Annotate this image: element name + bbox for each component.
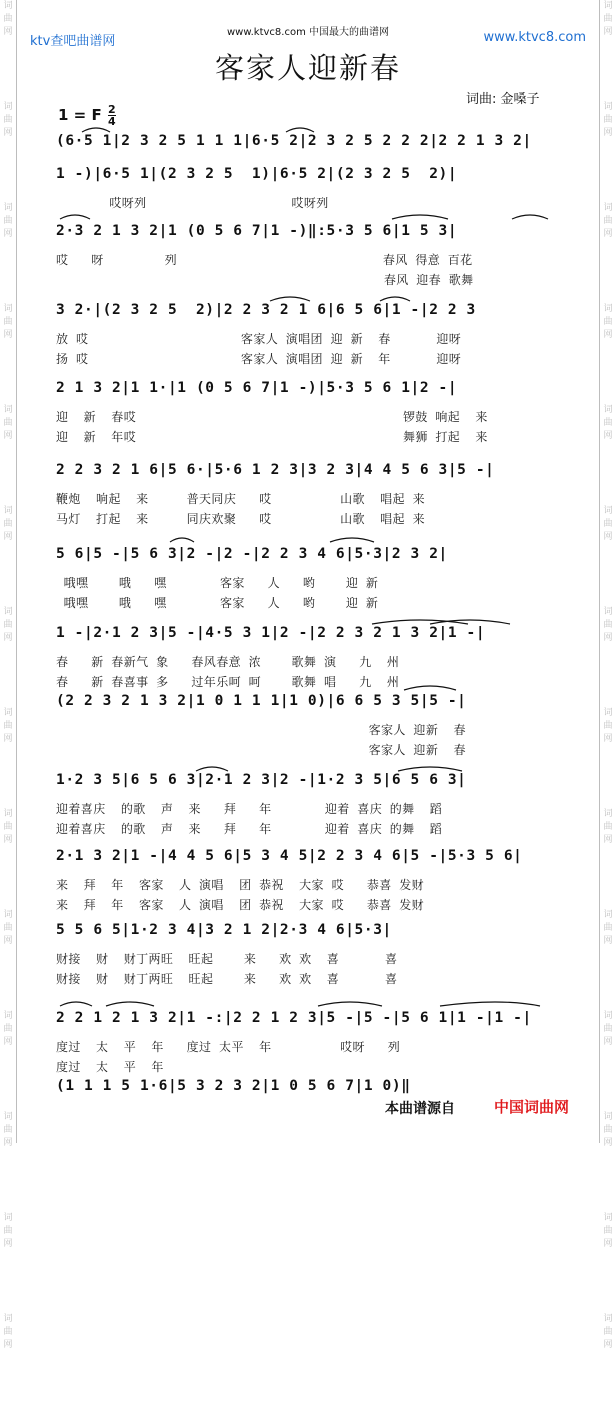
watermark-char: 词	[3, 304, 13, 314]
watermark-char: 曲	[603, 115, 613, 125]
lyric-line: 客家人 迎新 春	[56, 723, 466, 737]
watermark-char: 曲	[3, 721, 13, 731]
watermark-char: 词	[3, 102, 13, 112]
watermark-char: 词	[603, 1112, 613, 1122]
watermark-char: 词	[3, 708, 13, 718]
lyric-line: 鞭炮 响起 来 普天同庆 哎 山歌 唱起 来	[56, 492, 425, 506]
notation-row: 1 -|2·1 2 3|5 -|4·5 3 1|2 -|2 2 3 2 1 3 2|1 -|	[56, 625, 486, 641]
watermark-char: 网	[603, 1138, 613, 1148]
watermark-char: 网	[603, 532, 613, 542]
lyric-line: 哦嘿 哦 嘿 客家 人 哟 迎 新	[56, 596, 379, 610]
time-top: 2	[107, 103, 116, 116]
watermark-char: 网	[603, 1037, 613, 1047]
watermark-char: 词	[3, 910, 13, 920]
notation-row: 1 -)|6·5 1|(2 3 2 5 1)|6·5 2|(2 3 2 5 2)|	[56, 166, 458, 182]
watermark-char: 曲	[3, 1125, 13, 1135]
time-bottom: 4	[107, 115, 116, 128]
watermark-char: 词	[3, 1213, 13, 1223]
watermark-char: 网	[3, 330, 13, 340]
notation-row: (2 2 3 2 1 3 2|1 0 1 1 1|1 0)|6 6 5 3 5|5 -|	[56, 693, 467, 709]
watermark-char: 网	[3, 1340, 13, 1350]
watermark-char: 网	[603, 633, 613, 643]
watermark-char: 曲	[3, 923, 13, 933]
lyric-line: 春风 迎春 歌舞	[56, 273, 474, 287]
watermark-char: 网	[3, 1239, 13, 1249]
notation-row: 3 2·|(2 3 2 5 2)|2 2 3 2 1 6|6 5 6|1 -|2 2 3	[56, 302, 476, 318]
watermark-char: 曲	[3, 317, 13, 327]
footer-source-site: 中国词曲网	[494, 1098, 570, 1116]
left-watermark-strip	[0, 0, 17, 1350]
watermark-char: 词	[3, 203, 13, 213]
lyric-line: 迎着喜庆 的歌 声 来 拜 年 迎着 喜庆 的舞 蹈	[56, 822, 443, 836]
lyric-line: 哎呀列 哎呀列	[56, 196, 329, 210]
watermark-char: 网	[3, 734, 13, 744]
watermark-char: 曲	[3, 620, 13, 630]
watermark-char: 网	[603, 330, 613, 340]
watermark-char: 曲	[3, 14, 13, 24]
right-watermark-strip	[599, 0, 616, 1350]
notation-row: 5 6|5 -|5 6 3|2 -|2 -|2 2 3 4 6|5·3|2 3 2|	[56, 546, 448, 562]
lyric-line: 哎 呀 列 春风 得意 百花	[56, 253, 473, 267]
watermark-char: 词	[3, 405, 13, 415]
watermark-char: 词	[603, 102, 613, 112]
lyric-line: 度过 太 平 年 度过 太平 年 哎呀 列	[56, 1040, 401, 1054]
key-label: 1 = F	[58, 106, 102, 124]
watermark-char: 词	[603, 203, 613, 213]
lyric-line: 来 拜 年 客家 人 演唱 团 恭祝 大家 哎 恭喜 发财	[56, 878, 425, 892]
watermark-char: 词	[603, 1011, 613, 1021]
watermark-char: 网	[3, 128, 13, 138]
watermark-char: 词	[3, 1, 13, 11]
lyric-line: 来 拜 年 客家 人 演唱 团 恭祝 大家 哎 恭喜 发财	[56, 898, 425, 912]
lyric-line: 哦嘿 哦 嘿 客家 人 哟 迎 新	[56, 576, 379, 590]
watermark-char: 网	[603, 1340, 613, 1350]
watermark-char: 词	[3, 1011, 13, 1021]
watermark-char: 词	[3, 506, 13, 516]
lyric-line: 迎 新 春哎 锣鼓 响起 来	[56, 410, 488, 424]
watermark-char: 网	[3, 229, 13, 239]
watermark-char: 词	[603, 1, 613, 11]
watermark-char: 曲	[603, 317, 613, 327]
notation-row: 2·3 2 1 3 2|1 (0 5 6 7|1 -)‖:5·3 5 6|1 5 3|	[56, 223, 458, 239]
time-signature	[108, 104, 116, 127]
lyric-line: 放 哎 客家人 演唱团 迎 新 春 迎呀	[56, 332, 462, 346]
notation-row: 2·1 3 2|1 -|4 4 5 6|5 3 4 5|2 2 3 4 6|5 -|5·3 5 6|	[56, 848, 523, 864]
watermark-char: 网	[603, 128, 613, 138]
notation-row: (6·5 1|2 3 2 5 1 1 1|6·5 2|2 3 2 5 2 2 2|2 2 1 3 2|	[56, 133, 532, 149]
watermark-char: 曲	[603, 519, 613, 529]
watermark-char: 曲	[603, 822, 613, 832]
watermark-char: 曲	[603, 923, 613, 933]
footer-source-label: 本曲谱源自	[385, 1101, 455, 1117]
lyric-line: 春 新 春喜事 多 过年乐呵 呵 歌舞 唱 九 州	[56, 675, 400, 689]
watermark-char: 曲	[3, 216, 13, 226]
watermark-char: 曲	[3, 822, 13, 832]
watermark-char: 曲	[3, 519, 13, 529]
watermark-char: 网	[603, 835, 613, 845]
watermark-char: 网	[3, 431, 13, 441]
watermark-char: 网	[603, 734, 613, 744]
watermark-char: 词	[3, 1314, 13, 1324]
watermark-char: 词	[603, 405, 613, 415]
notation-row: 2 2 3 2 1 6|5 6·|5·6 1 2 3|3 2 3|4 4 5 6 3|5 -|	[56, 462, 495, 478]
watermark-char: 词	[3, 809, 13, 819]
site-name-left: ktv查吧曲谱网	[30, 34, 116, 49]
watermark-char: 网	[3, 27, 13, 37]
watermark-char: 网	[3, 532, 13, 542]
lyric-line: 迎 新 年哎 舞狮 打起 来	[56, 430, 488, 444]
watermark-char: 曲	[603, 620, 613, 630]
watermark-char: 网	[603, 27, 613, 37]
watermark-char: 曲	[3, 1226, 13, 1236]
lyric-line: 财接 财 财丁两旺 旺起 来 欢 欢 喜 喜	[56, 952, 398, 966]
watermark-char: 网	[603, 936, 613, 946]
notation-row: 2 1 3 2|1 1·|1 (0 5 6 7|1 -)|5·3 5 6 1|2 -|	[56, 380, 458, 396]
song-title: 客家人迎新春	[214, 51, 401, 85]
watermark-char: 词	[603, 910, 613, 920]
watermark-char: 曲	[603, 1327, 613, 1337]
watermark-char: 曲	[3, 115, 13, 125]
watermark-char: 词	[603, 708, 613, 718]
notation-row: (1 1 1 5 1·6|5 3 2 3 2|1 0 5 6 7|1 0)‖	[56, 1078, 411, 1094]
watermark-char: 网	[3, 936, 13, 946]
lyric-line: 财接 财 财丁两旺 旺起 来 欢 欢 喜 喜	[56, 972, 398, 986]
watermark-char: 曲	[603, 1226, 613, 1236]
watermark-char: 网	[3, 835, 13, 845]
watermark-char: 曲	[603, 418, 613, 428]
watermark-char: 曲	[603, 721, 613, 731]
lyric-line: 迎着喜庆 的歌 声 来 拜 年 迎着 喜庆 的舞 蹈	[56, 802, 443, 816]
watermark-char: 网	[3, 1037, 13, 1047]
watermark-char: 网	[603, 431, 613, 441]
watermark-char: 曲	[603, 1024, 613, 1034]
lyric-line: 春 新 春新气 象 春风春意 浓 歌舞 演 九 州	[56, 655, 400, 669]
watermark-char: 词	[603, 506, 613, 516]
notation-row: 5 5 6 5|1·2 3 4|3 2 1 2|2·3 4 6|5·3|	[56, 922, 392, 938]
watermark-char: 词	[603, 1213, 613, 1223]
watermark-char: 曲	[603, 14, 613, 24]
watermark-char: 词	[603, 809, 613, 819]
watermark-char: 曲	[3, 1024, 13, 1034]
watermark-char: 曲	[3, 418, 13, 428]
watermark-char: 曲	[3, 1327, 13, 1337]
watermark-char: 曲	[603, 216, 613, 226]
notation-row: 1·2 3 5|6 5 6 3|2·1 2 3|2 -|1·2 3 5|6 5 6 3|	[56, 772, 467, 788]
lyric-line: 扬 哎 客家人 演唱团 迎 新 年 迎呀	[56, 352, 462, 366]
watermark-char: 词	[603, 304, 613, 314]
lyric-line: 马灯 打起 来 同庆欢聚 哎 山歌 唱起 来	[56, 512, 425, 526]
watermark-char: 词	[603, 1314, 613, 1324]
watermark-char: 网	[603, 229, 613, 239]
song-credit: 词曲: 金嗓子	[466, 92, 540, 107]
watermark-char: 网	[603, 1239, 613, 1249]
key-signature	[58, 104, 116, 127]
site-url-top: www.ktvc8.com 中国最大的曲谱网	[226, 27, 389, 38]
watermark-char: 网	[3, 1138, 13, 1148]
watermark-char: 曲	[603, 1125, 613, 1135]
site-url-right: www.ktvc8.com	[483, 30, 586, 45]
watermark-char: 词	[3, 607, 13, 617]
watermark-char: 词	[3, 1112, 13, 1122]
lyric-line: 度过 太 平 年	[56, 1060, 164, 1074]
notation-row: 2 2 1 2 1 3 2|1 -:|2 2 1 2 3|5 -|5 -|5 6 1|1 -|1 -|	[56, 1010, 532, 1026]
watermark-char: 词	[603, 607, 613, 617]
lyric-line: 客家人 迎新 春	[56, 743, 466, 757]
watermark-char: 网	[3, 633, 13, 643]
